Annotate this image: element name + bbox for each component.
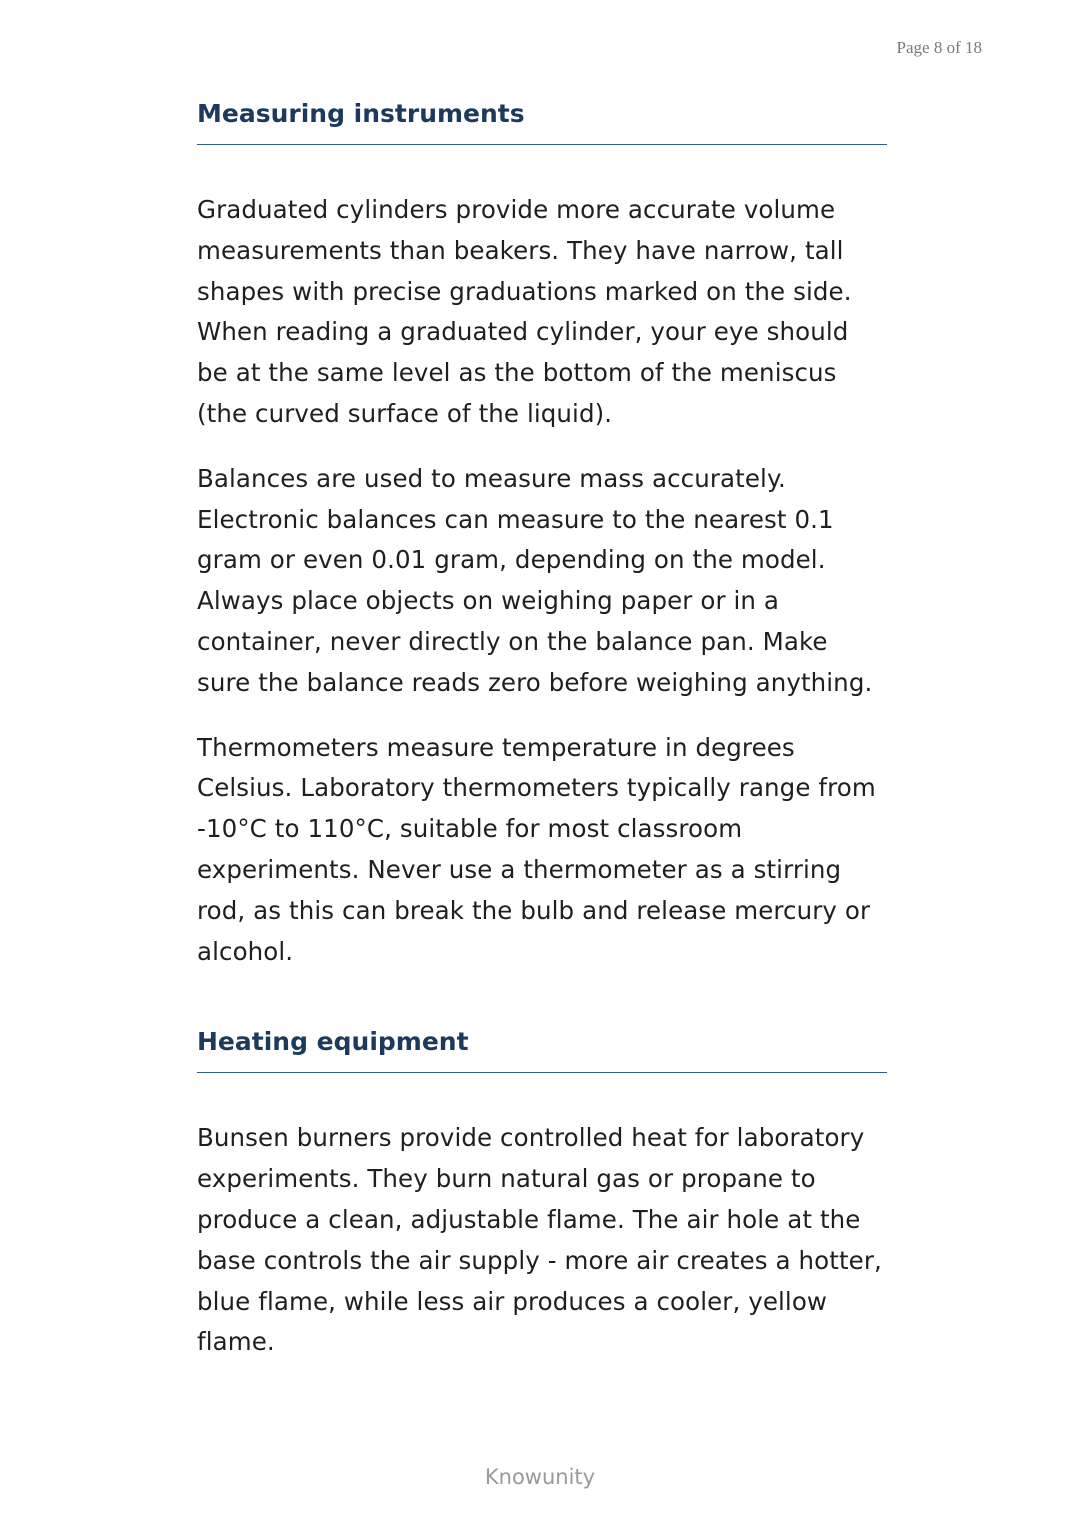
paragraph-thermometers: Thermometers measure temperature in degrees Celsius. Laboratory thermometers typically range from -10°C to 110°C, suitable for most classroom experiments. Never use a thermometer as a stirring rod, as this can break the bulb and release mercury or alcohol.	[197, 732, 876, 966]
page-number: Page 8 of 18	[896, 38, 982, 57]
document-content	[197, 96, 887, 1363]
paragraph-bunsen-burners: Bunsen burners provide controlled heat for laboratory experiments. They burn natural gas or propane to produce a clean, adjustable flame. The air hole at the base controls the air supply - more air creates a hotter, blue flame, while less air produces a cooler, yellow flame.	[197, 1123, 882, 1357]
section-title-measuring-instruments: Measuring instruments	[197, 96, 887, 145]
paragraph-balances: Balances are used to measure mass accurately. Electronic balances can measure to the nearest 0.1 gram or even 0.01 gram, depending on the model. Always place objects on weighing paper or in a container, never directly on the balance pan. Make sure the balance reads zero before weighing anything.	[197, 463, 873, 697]
paragraph-graduated-cylinders: Graduated cylinders provide more accurate volume measurements than beakers. They have narrow, tall shapes with precise graduations marked on the side. When reading a graduated cylinder, your eye should be at the same level as the bottom of the meniscus (the curved surface of the liquid).	[197, 195, 852, 428]
footer-brand: Knowunity	[484, 1465, 596, 1489]
section-title-heating-equipment: Heating equipment	[197, 1024, 887, 1073]
